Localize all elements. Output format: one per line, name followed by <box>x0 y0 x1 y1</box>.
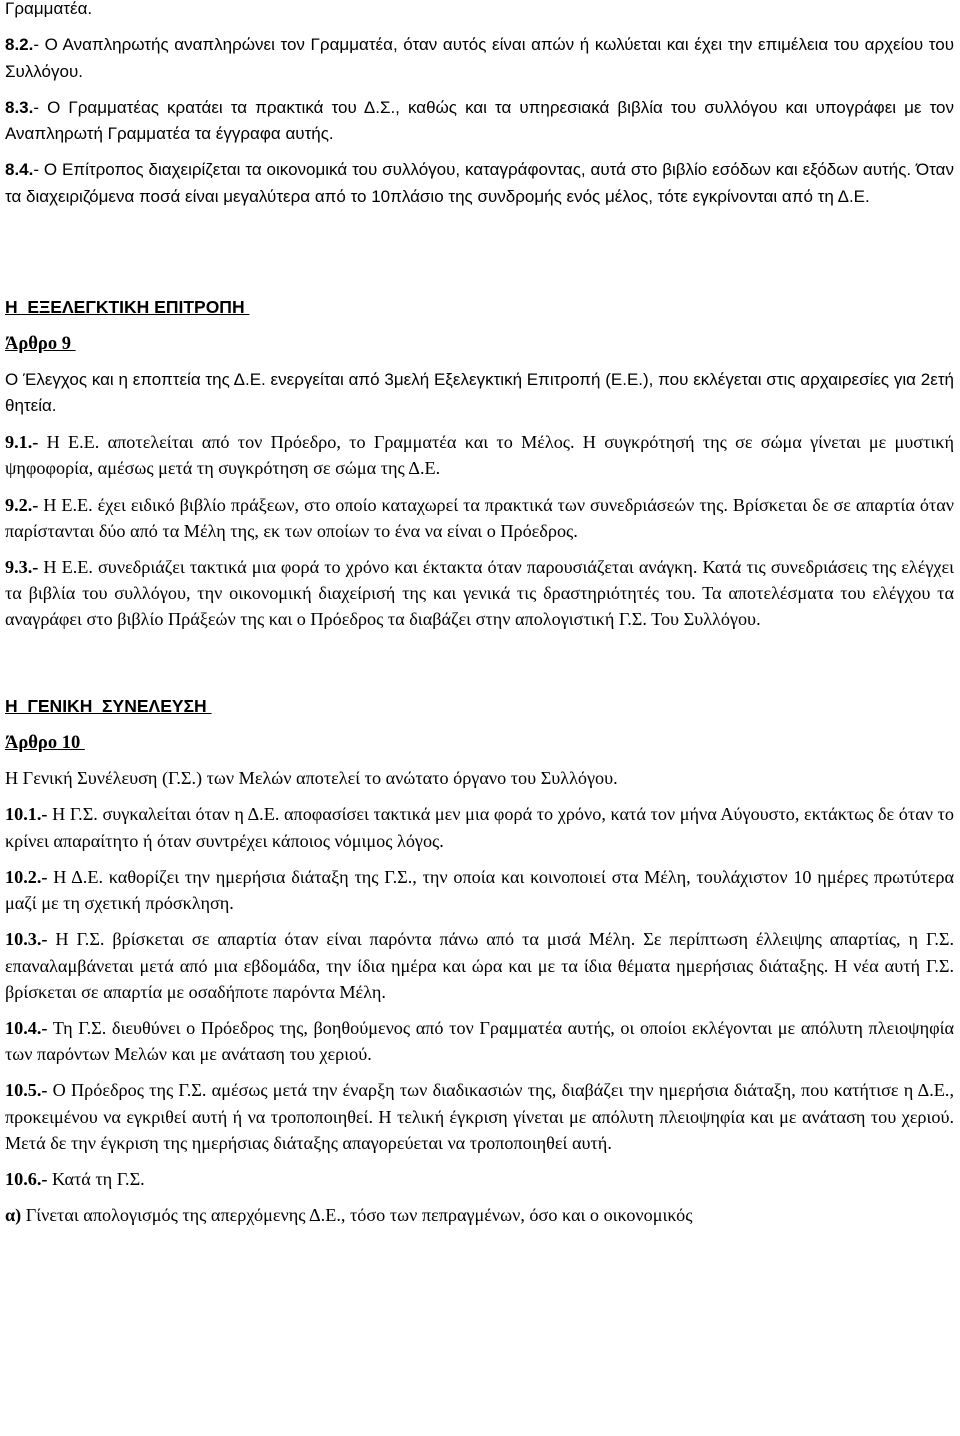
clause-number: 10.3.- <box>5 929 48 950</box>
clause-text: Κατά τη Γ.Σ. <box>47 1168 145 1189</box>
paragraph-10-5 <box>5 1077 954 1156</box>
clause-number: 8.2. <box>5 35 34 55</box>
clause-text: Γίνεται απολογισμός της απερχόμενης Δ.Ε., τόσο των πεπραγμένων, όσο και ο οικονομικός <box>21 1205 693 1226</box>
clause-number: 10.5.- <box>5 1080 48 1101</box>
clause-text: Η Γ.Σ. βρίσκεται σε απαρτία όταν είναι παρόντα πάνω από τα μισά Μέλη. Σε περίπτωση έλλειψης απαρτίας, η Γ.Σ. επαναλαμβάνεται μετά από μια εβδομάδα, την ίδια ημέρα και ώρα και με τα ίδια θέματα ημερήσιας διάταξης. Η νέα αυτή Γ.Σ. βρίσκεται σε απαρτία με οσαδήποτε παρόντα Μέλη. <box>5 929 954 1002</box>
clause-number: 8.3. <box>5 97 34 117</box>
clause-number: α) <box>5 1205 22 1226</box>
clause-number: 9.3.- <box>5 557 39 578</box>
section-title-audit-committee: Η ΕΞΕΛΕΓΚΤΙΚΗ ΕΠΙΤΡΟΠΗ <box>5 297 250 318</box>
clause-number: 10.2.- <box>5 866 48 887</box>
article-9-heading: Άρθρο 9 <box>5 334 76 355</box>
clause-text: - Ο Επίτροπος διαχειρίζεται τα οικονομικά του συλλόγου, καταγράφοντας, αυτά στο βιβλίο εσόδων και εξόδων αυτής. Όταν τα διαχειριζόμενα ποσά είναι μεγαλύτερα από το 10πλάσιο της συνδρομής ενός μέλος, τότε εγκρίνονται από τη Δ.Ε. <box>5 160 954 206</box>
paragraph-9-1 <box>5 429 954 481</box>
article-10-intro: Η Γενική Συνέλευση (Γ.Σ.) των Μελών αποτελεί το ανώτατο όργανο του Συλλόγου. <box>5 768 618 789</box>
clause-text: Τη Γ.Σ. διευθύνει ο Πρόεδρος της, βοηθούμενος από τον Γραμματέα αυτής, οι οποίοι εκλέγονται με απόλυτη πλειοψηφία των παρόντων Μελών και με ανάταση του χεριού. <box>5 1017 954 1065</box>
clause-text: Η Γ.Σ. συγκαλείται όταν η Δ.Ε. αποφασίσει τακτικά μεν μια φορά το χρόνο, κατά τον μήνα Αύγουστο, εκτάκτως δε όταν το κρίνει απαραίτητο ή όταν συντρέχει κάποιος νόμιμος λόγος. <box>5 804 954 851</box>
paragraph-10-2 <box>5 864 954 916</box>
paragraph-8-1-tail <box>5 0 954 22</box>
clause-number: 10.6.- <box>5 1168 48 1189</box>
clause-number: 8.4. <box>5 160 34 180</box>
clause-text: Ο Πρόεδρος της Γ.Σ. αμέσως μετά την έναρξη των διαδικασιών της, διαβάζει την ημερήσια διάταξη, που κατήτισε η Δ.Ε., προκειμένου να εγκριθεί αυτή ή να τροποποιηθεί. Η τελική έγκριση γίνεται με απόλυτη πλειοψηφία και με ανάταση του χεριού. Μετά δε την έγκριση της ημερήσιας διάταξης απαγορεύεται να τροποποιηθεί αυτή. <box>5 1080 954 1153</box>
clause-number: 9.2.- <box>5 494 39 515</box>
paragraph-9-3 <box>5 554 954 633</box>
paragraph-10-6-a <box>5 1202 954 1228</box>
document-page <box>5 0 954 1228</box>
clause-number: 10.4.- <box>5 1017 48 1038</box>
clause-number: 9.1.- <box>5 432 39 453</box>
paragraph-8-2 <box>5 32 954 85</box>
clause-text: Η Ε.Ε. έχει ειδικό βιβλίο πράξεων, στο οποίο καταχωρεί τα πρακτικά των συνεδριάσεών της. Βρίσκεται δε σε απαρτία όταν παρίστανται δύο από τα Μέλη της, εκ των οποίων το ένα να είναι ο Πρόεδρος. <box>5 494 954 541</box>
article-9-intro: Ο Έλεγχος και η εποπτεία της Δ.Ε. ενεργείται από 3μελή Εξελεγκτική Επιτροπή (Ε.Ε.), που εκλέγεται στις αρχαιρεσίες για 2ετή θητεία. <box>5 369 954 415</box>
clause-text: - Ο Γραμματέας κρατάει τα πρακτικά του Δ.Σ., καθώς και τα υπηρεσιακά βιβλία του συλλόγου και υπογράφει με τον Αναπληρωτή Γραμματέα τα έγγραφα αυτής. <box>5 97 954 144</box>
text: Γραμματέα. <box>5 0 93 18</box>
paragraph-10-6 <box>5 1166 954 1192</box>
clause-text: Η Ε.Ε. συνεδριάζει τακτικά μια φορά το χρόνο και έκτακτα όταν παρουσιάζεται ανάγκη. Κατά τις συνεδριάσεις της ελέγχει τα βιβλία του συλλόγου, την οικονομική διαχείρισή της και γενικά τις δραστηριότητές του. Τα αποτελέσματα του ελέγχου τα αναγράφει στο βιβλίο Πράξεών της και ο Πρόεδρος τα διαβάζει στην απολογιστική Γ.Σ. Του Συλλόγου. <box>5 557 954 630</box>
paragraph-10-3 <box>5 926 954 1005</box>
paragraph-8-3 <box>5 95 954 148</box>
section-title-general-assembly: Η ΓΕΝΙΚΗ ΣΥΝΕΛΕΥΣΗ <box>5 695 212 716</box>
clause-text: Η Ε.Ε. αποτελείται από τον Πρόεδρο, το Γραμματέα και το Μέλος. Η συγκρότησή της σε σώμα γίνεται με μυστική ψηφοφορία, αμέσως μετά τη συγκρότηση σε σώμα της Δ.Ε. <box>5 432 954 479</box>
clause-text: - Ο Αναπληρωτής αναπληρώνει τον Γραμματέα, όταν αυτός είναι απών ή κωλύεται και έχει την επιμέλεια του αρχείου του Συλλόγου. <box>5 35 954 81</box>
paragraph-10-1 <box>5 801 954 853</box>
paragraph-10-4 <box>5 1015 954 1067</box>
paragraph-8-4 <box>5 157 954 210</box>
paragraph-9-2 <box>5 492 954 544</box>
article-10-heading: Άρθρο 10 <box>5 732 85 753</box>
clause-number: 10.1.- <box>5 804 48 825</box>
clause-text: Η Δ.Ε. καθορίζει την ημερήσια διάταξη της Γ.Σ., την οποία και κοινοποιεί στα Μέλη, τουλάχιστον 10 ημέρες πρωτύτερα μαζί με τη σχετική πρόσκληση. <box>5 866 954 914</box>
